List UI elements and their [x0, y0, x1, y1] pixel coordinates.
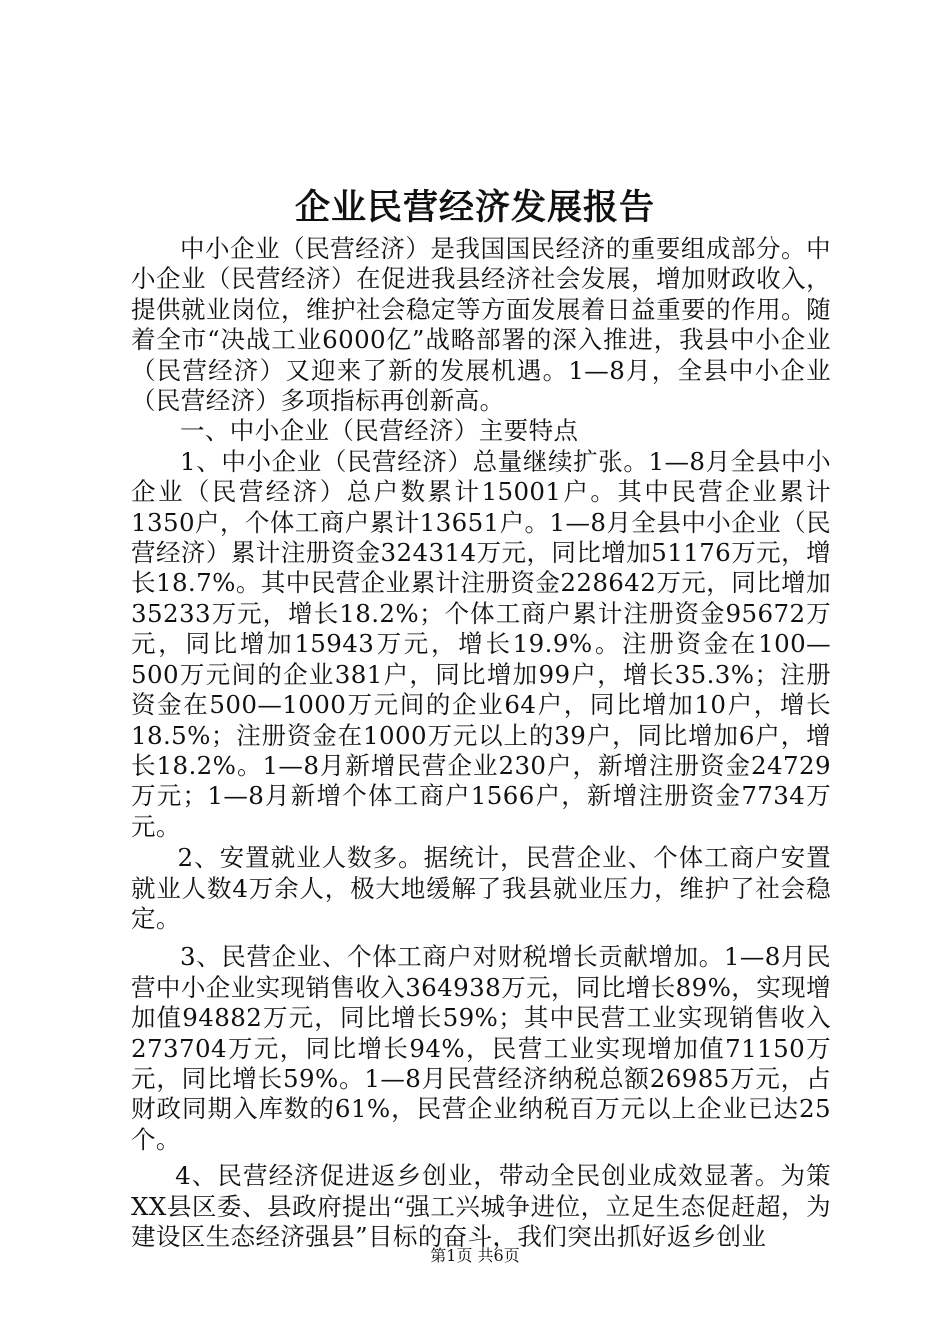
paragraph-point-2: 2、安置就业人数多。据统计，民营企业、个体工商户安置就业人数4万余人，极大地缓解了我县就业压力，维护了社会稳定。 — [131, 843, 831, 933]
document-body — [131, 234, 831, 1252]
section-heading: 一、中小企业（民营经济）主要特点 — [180, 416, 579, 446]
paragraph-intro: 中小企业（民营经济）是我国国民经济的重要组成部分。中小企业（民营经济）在促进我县经济社会发展，增加财政收入，提供就业岗位，维护社会稳定等方面发展着日益重要的作用。随着全市“决战工业6000亿”战略部署的深入推进，我县中小企业（民营经济）又迎来了新的发展机遇。1—8月，全县中小企业（民营经济）多项指标再创新高。 — [131, 234, 831, 416]
paragraph-point-3: 3、民营企业、个体工商户对财税增长贡献增加。1—8月民营中小企业实现销售收入364938万元，同比增长89%，实现增加值94882万元，同比增长59%；其中民营工业实现销售收入273704万元，同比增长94%，民营工业实现增加值71150万元，同比增长59%。1—8月民营经济纳税总额26985万元，占财政同期入库数的61%，民营企业纳税百万元以上企业已达25个。 — [131, 942, 831, 1154]
page-footer: 第1页 共6页 — [430, 1246, 520, 1265]
document-title: 企业民营经济发展报告 — [294, 188, 655, 228]
paragraph-point-4: 4、民营经济促进返乡创业，带动全民创业成效显著。为策XX县区委、县政府提出“强工兴城争进位，立足生态促赶超，为建设区生态经济强县”目标的奋斗，我们突出抓好返乡创业 — [131, 1161, 831, 1251]
paragraph-point-1: 1、中小企业（民营经济）总量继续扩张。1—8月全县中小企业（民营经济）总户数累计15001户。其中民营企业累计1350户，个体工商户累计13651户。1—8月全县中小企业（民营经济）累计注册资金324314万元，同比增加51176万元，增长18.7%。其中民营企业累计注册资金228642万元，同比增加35233万元，增长18.2%；个体工商户累计注册资金95672万元，同比增加15943万元，增长19.9%。注册资金在100—500万元间的企业381户，同比增加99户，增长35.3%；注册资金在500—1000万元间的企业64户，同比增加10户，增长18.5%；注册资金在1000万元以上的39户，同比增加6户，增长18.2%。1—8月新增民营企业230户，新增注册资金24729万元；1—8月新增个体工商户1566户，新增注册资金7734万元。 — [131, 446, 831, 841]
